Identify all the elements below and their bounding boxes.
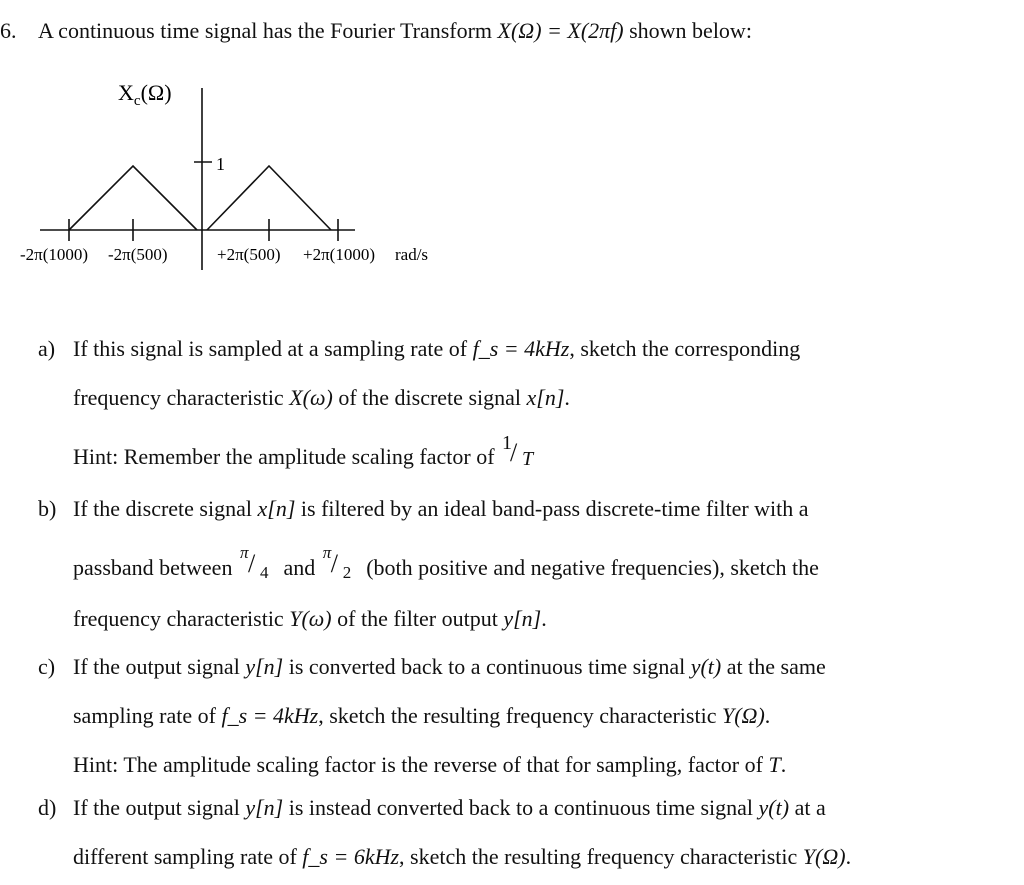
part-a-line1: If this signal is sampled at a sampling rate of f_s = 4kHz, sketch the corresponding — [73, 336, 801, 361]
spectrum-plot — [0, 70, 460, 280]
amplitude-tick-label: 1 — [216, 154, 225, 174]
y-axis-label: $X_c(\Omega)$ — [118, 80, 172, 109]
pi-over-4-fraction: π / 4 — [239, 543, 269, 582]
part-b-line2: passband between π / 4 and π / 2 (both positive and negative frequencies), sketch the — [73, 543, 819, 582]
part-a-line2: frequency characteristic X(ω) of the discrete signal x[n]. — [73, 385, 570, 410]
part-c-line1: If the output signal y[n] is converted back to a continuous time signal y(t) at the same — [73, 654, 826, 679]
part-b-label: b) — [38, 496, 57, 521]
x-tick-label: -2π(500) — [108, 245, 168, 264]
statement-math: X(Ω) = X(2πf) — [497, 18, 624, 43]
part-c-hint: Hint: The amplitude scaling factor is the reverse of that for sampling, factor of T. — [73, 752, 787, 777]
x-tick-label: +2π(500) — [217, 245, 281, 264]
part-d-label: d) — [38, 795, 57, 820]
problem-statement — [0, 18, 752, 44]
part-a-hint: Hint: Remember the amplitude scaling factor of 1 / T — [73, 440, 540, 470]
part-a-label: a) — [38, 336, 56, 361]
part-b-line3: frequency characteristic Y(ω) of the filter output y[n]. — [73, 606, 547, 631]
part-d-line2: different sampling rate of f_s = 6kHz, sketch the resulting frequency characteristic Y(Ω). — [73, 844, 852, 869]
problem-number: 6. — [0, 18, 17, 43]
x-tick-label: -2π(1000) — [20, 245, 89, 264]
statement-tail: shown below: — [623, 18, 752, 43]
spectrum-figure — [0, 70, 460, 280]
pi-over-2-fraction: π / 2 — [322, 543, 352, 582]
part-b-line1: If the discrete signal x[n] is filtered by an ideal band-pass discrete-time filter with a — [73, 496, 809, 521]
part-c-line2: sampling rate of f_s = 4kHz, sketch the resulting frequency characteristic Y(Ω). — [73, 703, 771, 728]
one-over-t-fraction: 1 / T — [502, 432, 534, 470]
x-unit-label: rad/s — [395, 245, 429, 264]
x-tick-label: +2π(1000) — [303, 245, 375, 264]
statement-text: A continuous time signal has the Fourier Transform — [38, 18, 498, 43]
part-c-label: c) — [38, 654, 56, 679]
part-d-line1: If the output signal y[n] is instead converted back to a continuous time signal y(t) at a — [73, 795, 826, 820]
